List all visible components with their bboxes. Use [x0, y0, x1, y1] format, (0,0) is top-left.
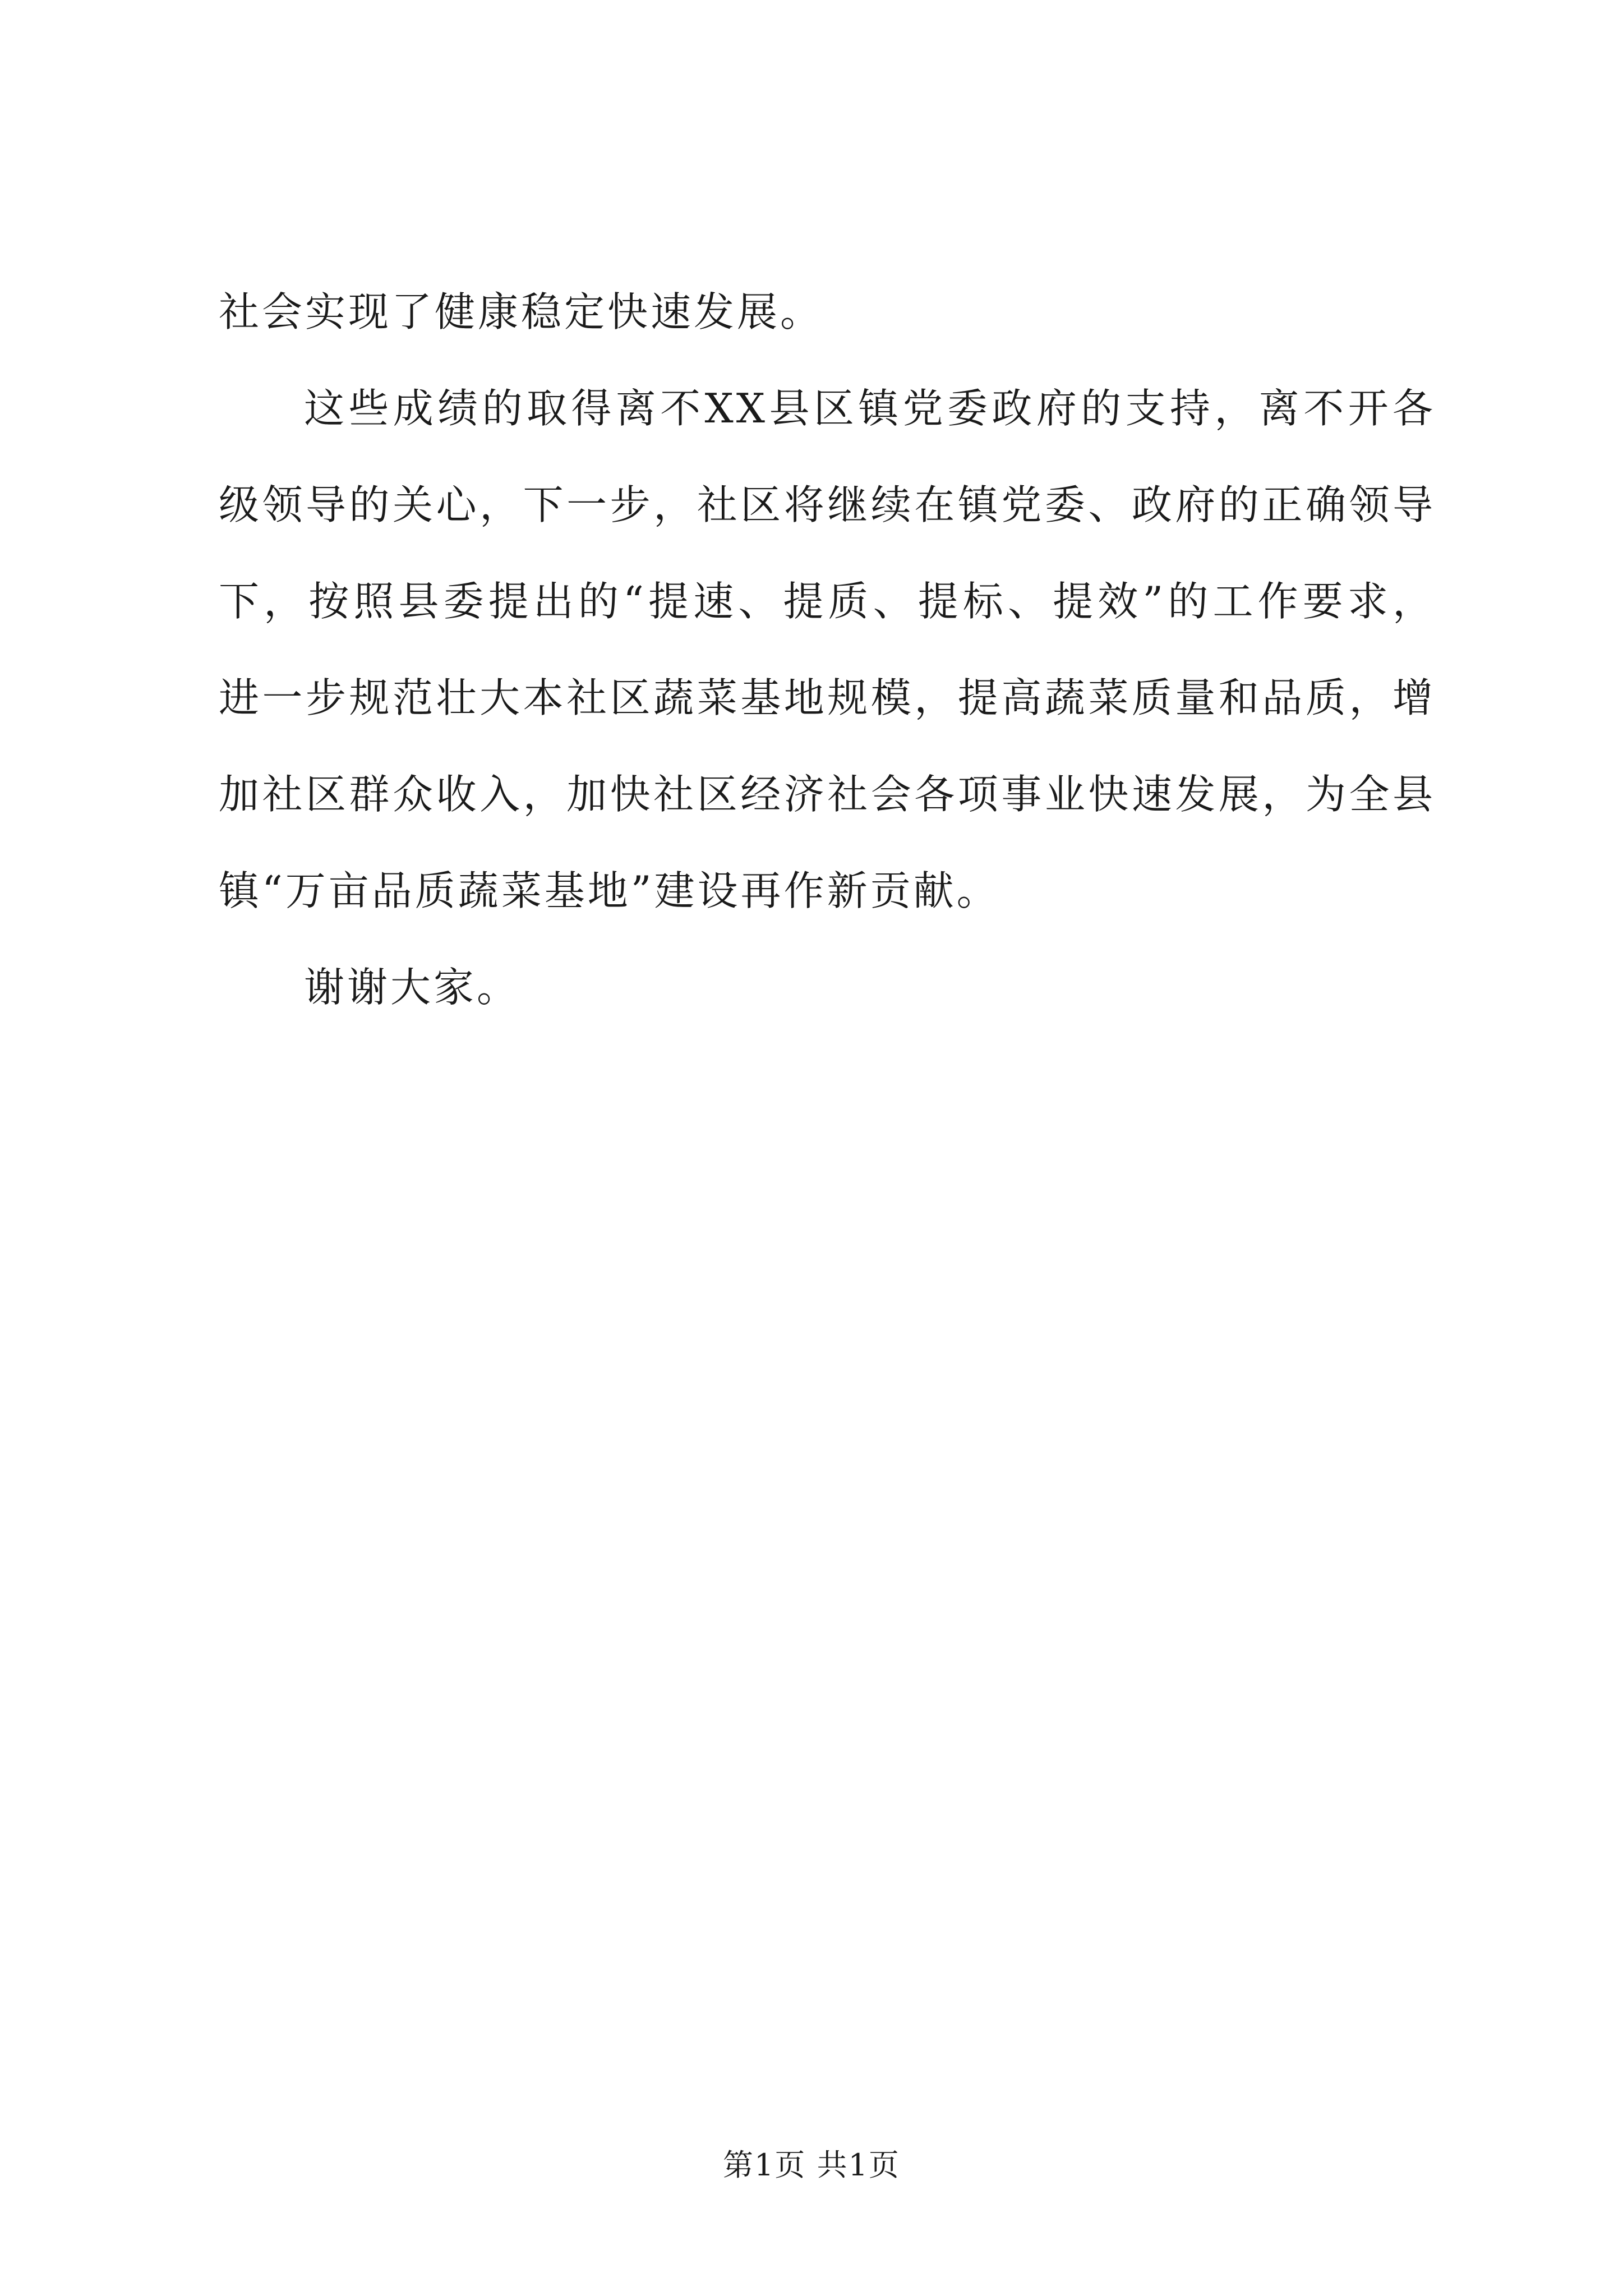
paragraph-3-line-1: 谢谢大家。	[304, 964, 520, 1011]
paragraph-2-line-5: 加社区群众收入，加快社区经济社会各项事业快速发展，为全县	[219, 771, 1436, 818]
paragraph-1-line-1: 社会实现了健康稳定快速发展。	[219, 288, 824, 335]
paragraph-2-line-4: 进一步规范壮大本社区蔬菜基地规模，提高蔬菜质量和品质，增	[219, 674, 1436, 721]
paragraph-2-line-1: 这些成绩的取得离不XX县区镇党委政府的支持，离不开各	[304, 385, 1436, 432]
paragraph-2-line-3: 下，按照县委提出的“提速、提质、提标、提效”的工作要求，	[219, 578, 1436, 625]
paragraph-2-line-6: 镇“万亩品质蔬菜基地”建设再作新贡献。	[219, 867, 1000, 914]
document-body	[219, 264, 1436, 1036]
paragraph-2-line-2: 级领导的关心，下一步，社区将继续在镇党委、政府的正确领导	[219, 481, 1436, 528]
page-number-footer: 第1页 共1页	[723, 2147, 900, 2183]
